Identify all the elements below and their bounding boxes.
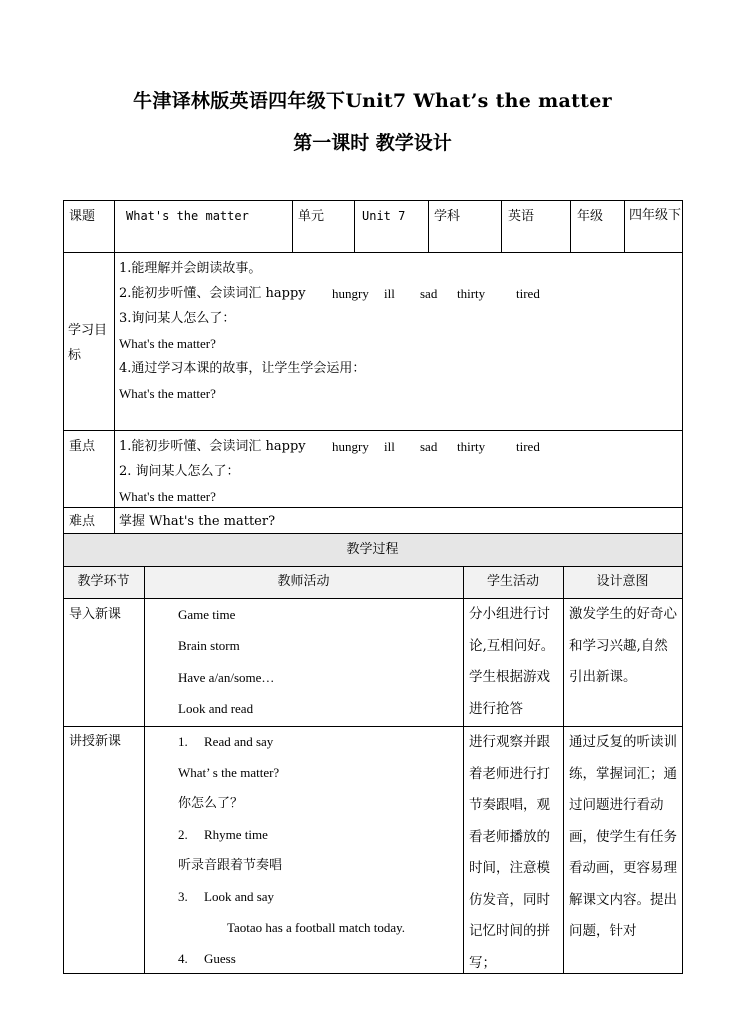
goal-line	[119, 281, 540, 306]
key-point-line	[119, 434, 540, 459]
vocab-word: thirty	[457, 439, 486, 454]
vocab-word: thirty	[457, 286, 486, 301]
subject-value: 英语	[508, 209, 535, 224]
teacher-activity-line: 4. Guess	[178, 951, 236, 966]
goal-line: 4.通过学习本课的故事，让学生学会运用：	[119, 361, 366, 376]
vocab-word: tired	[516, 286, 540, 301]
column-header-student: 学生活动	[486, 574, 539, 589]
teacher-activity-line: 听录音跟着节奏唱	[178, 858, 283, 873]
subject-label: 学科	[434, 209, 461, 224]
vocab-word: ill	[384, 286, 395, 301]
key-point-line: 2. 询问某人怎么了：	[119, 464, 240, 479]
teacher-activity-line: Taotao has a football match today.	[227, 920, 406, 935]
column-header-intent: 设计意图	[596, 574, 649, 589]
document-subtitle: 第一课时 教学设计	[293, 132, 452, 154]
key-points-label: 重点	[69, 439, 96, 454]
vocab-word: tired	[516, 439, 540, 454]
vocab-word: ill	[384, 439, 395, 454]
teacher-activity-line: Game time	[178, 607, 236, 622]
topic-label: 课题	[69, 209, 96, 224]
vocab-word: hungry	[332, 286, 369, 301]
design-intent-cell: 激发学生的好奇心和学习兴趣,自然引出新课。	[569, 606, 677, 685]
teacher-activity-line: Have a/an/some…	[178, 670, 275, 685]
student-activity-cell: 分小组进行讨论,互相问好。学生根据游戏进行抢答	[469, 606, 555, 717]
key-point-text: 1.能初步听懂、会读词汇 happy	[119, 439, 306, 454]
goals-label: 学习目标	[68, 323, 108, 363]
student-activity-cell: 进行观察并跟着老师进行打节奏跟唱，观看老师播放的时间，注意模仿发音，同时记忆时间的拼写；	[469, 734, 550, 971]
unit-value: Unit 7	[362, 209, 406, 223]
goal-line: 3.询问某人怎么了：	[119, 311, 236, 326]
teacher-activity-line: 3. Look and say	[178, 889, 275, 904]
goal-line: 1.能理解并会朗读故事。	[119, 261, 262, 276]
vocab-word: hungry	[332, 439, 369, 454]
stage-cell: 导入新课	[69, 607, 122, 622]
process-header: 教学过程	[346, 542, 399, 557]
teacher-activity-line: 1. Read and say	[178, 734, 274, 749]
teacher-activity-line: Brain storm	[178, 638, 240, 653]
unit-label: 单元	[298, 209, 325, 224]
design-intent-cell: 通过反复的听读训练，掌握词汇；通过问题进行看动画，使学生有任务看动画，更容易理解课文内容。提出问题，针对	[569, 734, 677, 939]
document-title: 牛津译林版英语四年级下Unit7 What’s the matter	[133, 90, 612, 112]
vocab-word: sad	[420, 286, 438, 301]
column-header-teacher: 教师活动	[277, 574, 330, 589]
teacher-activity-line: 2. Rhyme time	[178, 827, 268, 842]
teacher-activity-line: 你怎么了？	[178, 796, 244, 811]
goal-line-text: 2.能初步听懂、会读词汇 happy	[119, 286, 306, 301]
difficulty-label: 难点	[69, 514, 96, 529]
column-header-stage: 教学环节	[77, 574, 130, 589]
grade-label: 年级	[577, 209, 604, 224]
key-point-line: What's the matter?	[119, 489, 216, 504]
goal-line: What's the matter?	[119, 386, 216, 401]
goal-line: What's the matter?	[119, 336, 216, 351]
vocab-word: sad	[420, 439, 438, 454]
difficulty-value: 掌握 What's the matter?	[119, 514, 276, 529]
topic-value: What's the matter	[126, 209, 249, 223]
stage-cell: 讲授新课	[69, 734, 122, 749]
teacher-activity-line: Look and read	[178, 701, 254, 716]
grade-value: 四年级下	[629, 208, 682, 223]
teacher-activity-line: What’ s the matter?	[178, 765, 280, 780]
